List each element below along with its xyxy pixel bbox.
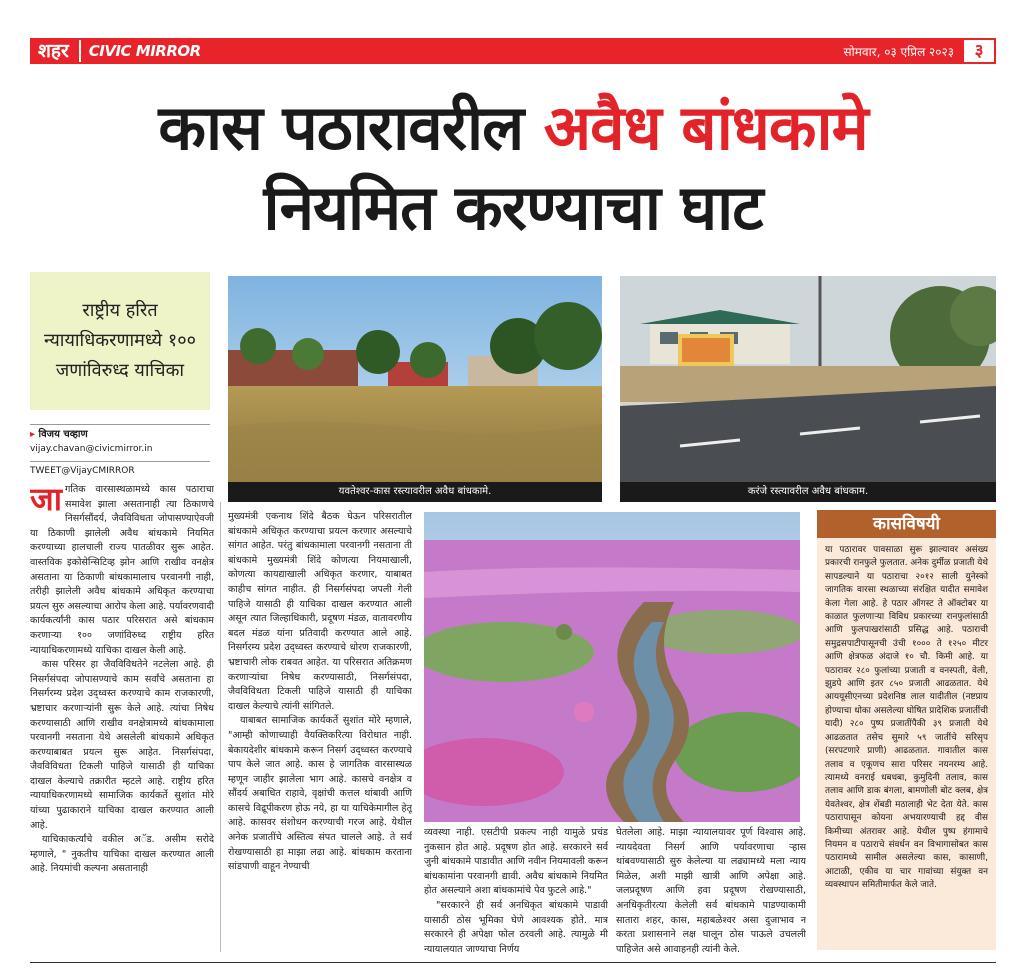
section-name: शहर [30,40,81,62]
article-paragraph: "सरकारने ही सर्व अनधिकृत बांधकामे पाडावी यासाठी ठोस भूमिका घेणे आवश्यक होते. मात्र सरकारने ही अपेक्षा फोल ठरवली आहे. त्यामुळे मी न्यायालयात जाण्याचा निर्णय [424,899,608,955]
article-column-1 [30,483,214,953]
photo-2-caption: करंजे रस्त्यावरील अवैध बांधकाम. [620,482,996,502]
road-building-image [620,276,996,482]
article-column-3 [424,826,608,956]
author-name: ▸ विजय चव्हाण [30,424,210,442]
article-paragraph: घेतलेला आहे. माझा न्यायालयावर पूर्ण विश्वास आहे. न्यायदेवता निसर्ग आणि पर्यावरणाचा ऱ्हास थांबवण्यासाठी सुरु केलेल्या या लढ्यामध्ये मला न्याय मिळेल, अशी माझी खात्री आणि अपेक्षा आहे. जलप्रदूषण आणि हवा प्रदूषण रोखण्यासाठी, अनधिकृतीरत्या केलेली सर्व बांधकामे पाडण्याकामी सातारा शहर, कास, महाबळेश्वर असा दुजाभाव न करता प्रशासनाने लक्ष घालून ठोस पाऊले उचलली पाहिजेत असे आवाहनही त्यांनी केले. [616,827,806,955]
photo-1-caption: यवतेश्वर-कास रस्त्यावरील अवैध बांधकामे. [228,482,602,502]
brand-logo: CIVIC MIRROR [88,42,201,60]
photo-kas-flowers [424,512,800,822]
dropcap: जा [30,483,63,518]
article-paragraph: कास परिसर हा जैवविविधतेने नटलेला आहे. ही निसर्गसंपदा जोपासण्याचे काम सर्वांचे असताना हा निसर्गरम्य प्रदेश उद्ध्वस्त करण्याचे काम राजकारणी, भ्रष्टाचार करणाऱ्यांनी सुरू केले आहे. त्यांचा निषेध करण्यासाठी आणि राखीव वनक्षेत्रामध्ये बांधकामाला परवानगी नसताना येथे असलेली बांधकामे अधिकृत करण्याबाबत प्रयत्न सुरू आहेत. निसर्गसंपदा, जैवविविधता टिकली पाहिजे यासाठी ही याचिका दाखल केल्याचे तक्रारीत म्हटले आहे. राष्ट्रीय हरित न्यायाधिकरणामध्ये सामाजिक कार्यकर्ते सुशांत मोरे यांच्या पुढाकाराने याचिका दाखल करण्यात आली आहे. [30,659,214,831]
article-paragraph: मुख्यमंत्री एकनाथ शिंदे बैठक घेऊन परिसरातील बांधकामे अधिकृत करण्याचा प्रयत्न करणार असल्याचे सांगत आहेत. परंतु बांधकामाला परवानगी नसताना ती बांधकामे मुख्यमंत्री शिंदे कोणत्या नियमाखाली, कोणत्या कायद्याखाली अधिकृत करणार, याबाबत काहीच सांगत नाहीत. ही निसर्गसंपदा जपली गेली पाहिजे यासाठी ही याचिका दाखल करण्यात आली असून त्यात जिल्हाधिकारी, प्रदूषण मंडळ, वातावरणीय बदल मंडळ यांना प्रतिवादी करण्यात आले आहे. निसर्गरम्य प्रदेश उद्ध्वस्त करण्याचे धोरण राजकारणी, भ्रष्टाचारी लोक राबवत आहेत. या परिसरात अतिक्रमण करणाऱ्यांचा निषेध करण्यासाठी, निसर्गसंपदा, जैवविविधता टिकली पाहिजे यासाठी ही याचिका दाखल केल्याचे त्यांनी सांगितले. [228,511,412,712]
photo-karanje-road [620,276,996,482]
article-paragraph: याबाबत सामाजिक कार्यकर्ते सुशांत मोरे म्हणाले, "आम्ही कोणाच्याही वैयक्तिकरित्या विरोधात नाही. बेकायदेशीर बांधकामे करून निसर्ग उद्ध्वस्त करण्याचे पाप केले जात आहे. कास हे जागतिक वारसास्थळ म्हणून जाहीर झालेला भाग आहे. कासचे वनक्षेत्र व सौंदर्य अबाधित राहावे, वृक्षांची कत्तल थांबावी आणि कासचे विद्रूपीकरण होऊ नये, हा या याचिकेमागील हेतू आहे. कासवर संशोधन करण्याची गरज आहे. येथील अनेक प्रजातींचे अस्तित्व संपत चालले आहे. ते सर्व रोखण्यासाठी हा माझा लढा आहे. बांधकाम करताना सांडपाणी वाहून नेण्याची [228,715,412,873]
author-email: vijay.chavan@civicmirror.in [30,444,153,454]
headline-line-2: नियमित करण्याचा घाट [263,171,763,244]
article-paragraph: व्यवस्था नाही. एसटीपी प्रकल्प नाही यामुळे प्रचंड नुकसान होत आहे. प्रदूषण होत आहे. सरकारने सर्व जुनी बांधकामे पाडावीत आणि नवीन नियमावली करून बांधकामांना परवानगी द्यावी. अवैध बांधकामे नियमित होत असल्याने अशा बांधकामांचे पेव फुटले आहे." [424,827,608,897]
bottom-rule [30,962,996,963]
grassland-buildings-image [228,276,602,482]
photo-yavateshwar-construction [228,276,602,482]
kas-info-title: कासविषयी [817,510,996,538]
article-paragraph: याचिकाकर्त्यांचे वकील अॅड. असीम सरोदे म्हणाले, " नुकतीच याचिका दाखल करण्यात आली आहे. नियमांची कल्पना असतानाही [30,834,214,875]
kas-info-box [817,510,996,950]
issue-date: सोमवार, ०३ एप्रिल २०२३ [843,44,954,59]
author-twitter: TWEET@VijayCMIRROR [30,461,210,479]
column-divider [220,502,221,952]
kas-info-text: या पठारावर पावसाळा सुरू झाल्यावर असंख्य प्रकारची रानफुले फुलतात. अनेक दुर्मीळ प्रजाती येथे सापडल्याने या पठाराचा २०१२ साली युनेस्को जागतिक वारसा स्थळाच्या संरक्षित यादीत समावेश केला गेला आहे. हे पठार ऑगस्ट ते ऑक्टोबर या काळात फुलणाऱ्या विविध प्रकारच्या रानफुलांसाठी आणि फुलपाखरांसाठी प्रसिद्ध आहे. पठाराची समुद्रसपाटीपासूनची उंची १००० ते १२५० मीटर आणि क्षेत्रफळ अंदाजे १० चौ. किमी आहे. या पठारावर २८० फुलांच्या प्रजाती व वनस्पती, वेली, झुडपे आणि इतर ८५० प्रजाती आढळतात. येथे आययूसीएनच्या प्रदेशनिष्ठ लाल यादीतील (नष्टप्राय होण्याचा धोका असलेल्या घोषित प्रादेशिक प्रजातींची यादी) २८० पुष्प प्रजातींपैकी ३९ प्रजाती येथे आढळतात तसेच सुमारे ५९ जातींचे सरिसृप (सरपटणारे प्राणी) आढळतात. गावातील कास तलाव व एकूणच सारा परिसर नयनरम्य आहे. त्यामध्ये वनराई धबधबा, कुमुदिनी तलाव, कास तलाव आणि डाक बंगला, बामणोली बोट क्लब, क्षेत्र येवतेश्वर, क्षेत्र शेंबडी मठालाही भेट देता येते. कास पठारापासून कोयना अभयारण्याची हद्द वीस किमीच्या अंतरावर आहे. येथील पुष्प हंगामाचे नियमन व पठाराचे संवर्धन वन विभागासोबत कास पठारामध्ये सामील असलेल्या कास, कासाणी, आटाळी, एकीव या चार गावांच्या संयुक्त वन व्यवस्थापन समितीमार्फत केले जाते. [825,545,988,891]
article-column-4 [616,826,806,956]
headline-line-1 [30,88,996,168]
article-column-2 [228,510,412,955]
subheadline-box: राष्ट्रीय हरित न्यायाधिकरणामध्ये १०० जणांविरुध्द याचिका [30,272,210,410]
headline-black-part: कास पठारावरील [158,91,524,164]
headline-red-part: अवैध बांधकामे [543,91,868,164]
article-paragraph: जागतिक वारसास्थळामध्ये कास पठाराचा समावेश झाला असतानाही त्या ठिकाणचे निसर्गसौंदर्य, जैवविविधता जोपासण्याऐवजी या ठिकाणी झालेली अवैध बांधकामे नियमित करण्याच्या हालचाली राज्य पातळीवर सुरू आहेत. वास्तविक इकोसेन्सिटिव्ह झोन आणि राखीव वनक्षेत्र असताना या ठिकाणी बांधकामालाच परवानगी नाही, तरीही झालेली अवैध बांधकामे अधिकृत करण्याचा प्रयत्न सुरु असल्याचा आरोप केला आहे. पर्यावरणवादी कार्यकर्त्यांनी कास पठार परिसरात असे बांधकाम करणाऱ्या १०० जणांविरुध्द राष्ट्रीय हरित न्यायाधिकरणामध्ये याचिका दाखल केली आहे. [30,483,214,656]
masthead-bar [30,38,996,64]
byline [30,424,210,479]
flower-plateau-image [424,512,800,822]
page-number: ३ [964,40,994,62]
